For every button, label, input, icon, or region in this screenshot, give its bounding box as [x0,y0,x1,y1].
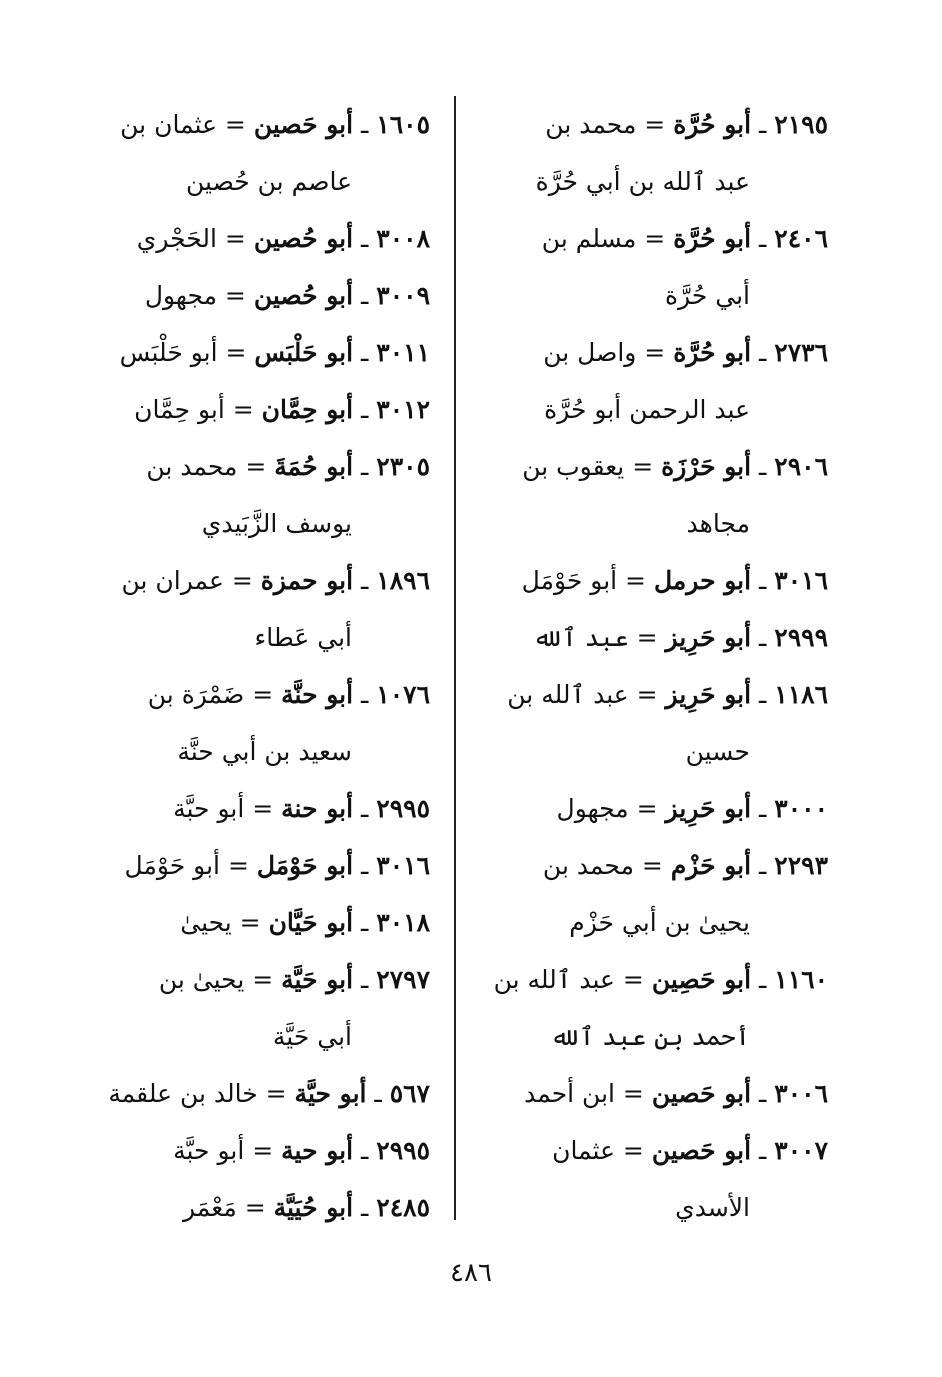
entry-name: خالد بن علقمة [108,1079,258,1108]
entry-number: ٢٤٨٥ [376,1193,430,1222]
entry-first-line [78,894,430,951]
entry-kunya: أبو حُيَيَّة [273,1193,354,1222]
entry-first-line [78,666,430,723]
entry-equals: = [257,1079,295,1108]
entry-name: عثمان بن [120,110,217,139]
entry-dash: ـ [353,908,377,937]
entry-number: ٣٠١٦ [376,851,430,880]
entry-dash: ـ [751,623,775,652]
entry-equals: = [628,680,666,709]
entry-kunya: أبو حَوْمَل [256,851,354,880]
left-column [78,96,430,1236]
entry-name: عبد ٱلله بن [507,680,629,709]
entry-first-line [78,267,430,324]
entry-number: ١٨٩٦ [376,566,430,595]
entry-first-line [78,552,430,609]
index-entry [476,324,828,438]
entry-kunya: أبو حَرِيز [665,680,752,709]
entry-equals: = [244,1136,282,1165]
entry-dash: ـ [751,851,775,880]
entry-equals: = [237,452,275,481]
entry-number: ٢٤٠٦ [774,224,828,253]
index-entry [476,1122,828,1236]
entry-dash: ـ [751,110,775,139]
entry-kunya: أبو حِمَّان [261,395,354,424]
entry-first-line [78,210,430,267]
entry-number: ١١٦٠ [774,965,828,994]
entry-first-line [476,1065,828,1122]
entry-first-line [78,951,430,1008]
index-entry [78,837,430,894]
entry-kunya: أبو حَصِين [651,965,752,994]
entry-dash: ـ [751,1079,775,1108]
entry-first-line [476,324,828,381]
index-entry [78,381,430,438]
entry-first-line [78,780,430,837]
entry-number: ٢٧٣٦ [774,338,828,367]
index-entry [78,267,430,324]
entry-first-line [78,837,430,894]
entry-number: ٣٠٠٠ [774,794,828,823]
entry-dash: ـ [353,224,377,253]
entry-kunya: أبو حَيَّة [281,965,354,994]
entry-first-line [476,1122,828,1179]
entry-kunya: أبو حَصين [651,1136,752,1165]
entry-first-line [476,210,828,267]
entry-equals: = [244,794,282,823]
entry-number: ٢٧٩٧ [376,965,430,994]
index-entry [78,324,430,381]
entry-name: ضَمْرَة بن [147,680,245,709]
entry-name: يحيىٰ [180,908,232,937]
entry-number: ١٠٧٦ [376,680,430,709]
index-entry [476,837,828,951]
entry-dash: ـ [751,680,775,709]
entry-dash: ـ [353,1136,377,1165]
entry-first-line [476,96,828,153]
entry-name: أبو حبَّة [173,1136,245,1165]
entry-kunya: أبو حَصين [651,1079,752,1108]
column-divider [454,96,456,1220]
entry-dash: ـ [366,1079,390,1108]
index-entry [78,438,430,552]
entry-dash: ـ [751,224,775,253]
entry-dash: ـ [353,1193,377,1222]
entry-equals: = [617,566,654,595]
entry-kunya: أبو حَرِيز [665,623,752,652]
entry-name: عثمان [552,1136,615,1165]
entry-equals: = [216,110,254,139]
entry-dash: ـ [353,110,377,139]
entry-equals: = [628,623,666,652]
entry-kunya: أبو حَرِيز [665,794,752,823]
entry-first-line [78,324,430,381]
entry-kunya: أبو حيَّة [294,1079,367,1108]
entry-number: ٢٣٠٥ [376,452,430,481]
index-entry [476,666,828,780]
entry-kunya: أبو حُرَّة [673,338,752,367]
entry-first-line [476,837,828,894]
entry-kunya: أبو حُرَّة [673,110,752,139]
entry-kunya: أبو حُصين [253,281,354,310]
entry-number: ٢٩٠٦ [774,452,828,481]
entry-kunya: أبو حمزة [260,566,354,595]
entry-equals: = [224,395,262,424]
index-entry [78,1179,430,1236]
entry-kunya: أبو حية [281,1136,354,1165]
entry-number: ٢١٩٥ [774,110,828,139]
entry-equals: = [223,566,261,595]
entry-equals: = [636,338,674,367]
entry-continuation: أبي حُرَّة [664,281,750,310]
entry-number: ٢٩٩٩ [774,623,828,652]
entry-name: يعقوب بن [522,452,625,481]
entry-equals: = [636,110,674,139]
entry-equals: = [217,338,255,367]
index-entry [476,780,828,837]
entry-first-line [78,1122,430,1179]
index-entry [78,780,430,837]
entry-number: ١١٨٦ [774,680,828,709]
entry-name: محمد بن [545,110,637,139]
entry-name: أبو حَوْمَل [521,566,618,595]
index-entry [476,96,828,210]
entry-name: أبو حَوْمَل [124,851,220,880]
entry-kunya: أبو حَصين [253,110,354,139]
entry-continuation: حسين [685,737,750,766]
entry-number: ٣٠١١ [376,338,430,367]
entry-kunya: أبو حَزْم [670,851,752,880]
entry-kunya: أبو حنَّة [281,680,354,709]
entry-equals: = [614,1079,652,1108]
entry-name: مَعْمَر [183,1193,237,1222]
entry-number: ٣٠١٢ [376,395,430,424]
entry-name: عمران بن [121,566,224,595]
entry-name: أبو حَلْبَس [119,338,218,367]
entry-dash: ـ [353,851,377,880]
entry-continuation: سعيد بن أبي حنَّة [177,737,352,766]
entry-number: ١٦٠٥ [376,110,430,139]
entry-dash: ـ [751,452,775,481]
entry-continuation: أبي عَطاء [254,623,352,652]
entry-kunya: أبو حُمَةَ [274,452,354,481]
entry-dash: ـ [751,338,775,367]
entry-number: ٣٠٠٦ [774,1079,828,1108]
entry-first-line [476,666,828,723]
entry-dash: ـ [353,680,377,709]
entry-dash: ـ [353,566,377,595]
entry-continuation: عبد الرحمن أبو حُرَّة [544,395,750,424]
entry-dash: ـ [353,965,377,994]
entry-name: ابن أحمد [524,1079,615,1108]
index-entry [476,552,828,609]
entry-first-line [78,438,430,495]
entry-kunya: أبو حَلْبَس [254,338,354,367]
entry-continuation: أبي حَيَّة [272,1022,352,1051]
entry-first-line [476,780,828,837]
entry-dash: ـ [353,452,377,481]
entry-name: الحَجْري [136,224,217,253]
entry-dash: ـ [751,794,775,823]
entry-name: محمد بن [542,851,634,880]
entry-first-line [476,438,828,495]
entry-number: ٣٠٠٩ [376,281,430,310]
index-entry [78,1065,430,1122]
entry-continuation: عاصم بن حُصين [186,167,352,196]
entry-equals: = [624,452,662,481]
entry-continuation: الأسدي [675,1193,750,1222]
entry-name: عبد ٱلله بن [493,965,615,994]
entry-first-line [78,381,430,438]
index-entry [476,1065,828,1122]
entry-continuation: يحيىٰ بن أبي حَزْم [569,908,750,937]
entry-equals: = [614,1136,652,1165]
index-entry [78,1122,430,1179]
index-entry [476,438,828,552]
entry-equals: = [244,965,282,994]
entry-number: ٣٠١٨ [376,908,430,937]
right-column [476,96,828,1236]
entry-number: ٥٦٧ [389,1079,430,1108]
entry-name: أبو حبَّة [173,794,245,823]
entry-number: ٢٢٩٣ [774,851,828,880]
entry-name: يحيىٰ بن [158,965,245,994]
entry-equals: = [614,965,652,994]
entry-equals: = [231,908,269,937]
entry-first-line [476,552,828,609]
entry-number: ٣٠٠٨ [376,224,430,253]
index-entry [78,666,430,780]
entry-kunya: أبو حنة [281,794,354,823]
entry-number: ٣٠٠٧ [774,1136,828,1165]
entry-dash: ـ [353,794,377,823]
entry-name: عبد ٱلله [532,623,629,652]
entry-continuation: أحمد بن عبد ٱلله [550,1022,750,1051]
entry-kunya: أبو حَيَّان [268,908,354,937]
entry-name: محمد بن [146,452,238,481]
entry-number: ٢٩٩٥ [376,1136,430,1165]
entry-dash: ـ [353,395,377,424]
index-entry [78,96,430,210]
entry-name: مجهول [144,281,217,310]
entry-number: ٣٠١٦ [774,566,828,595]
entry-equals: = [216,224,254,253]
entry-first-line [78,1065,430,1122]
entry-equals: = [244,680,282,709]
index-entry [476,609,828,666]
index-entry [476,951,828,1065]
entry-dash: ـ [751,566,775,595]
index-entry [78,552,430,666]
entry-kunya: أبو حُصين [253,224,354,253]
entry-name: أبو حِمَّان [134,395,225,424]
entry-name: واصل بن [543,338,637,367]
entry-equals: = [220,851,257,880]
entry-equals: = [636,224,674,253]
entry-kunya: أبو حَرْزَة [661,452,752,481]
entry-continuation: يوسف الزَّبَيدي [201,509,352,538]
entry-dash: ـ [751,1136,775,1165]
entry-number: ٢٩٩٥ [376,794,430,823]
index-entry [78,894,430,951]
entry-kunya: أبو حرمل [653,566,752,595]
entry-continuation: مجاهد [686,509,750,538]
index-entry [78,951,430,1065]
entry-kunya: أبو حُرَّة [673,224,752,253]
entry-equals: = [216,281,254,310]
entry-first-line [78,96,430,153]
entry-dash: ـ [353,281,377,310]
index-entry [476,210,828,324]
entry-equals: = [633,851,671,880]
entry-equals: = [236,1193,274,1222]
entry-name: مجهول [556,794,629,823]
entry-equals: = [628,794,666,823]
page-number: ٤٨٦ [450,1258,492,1288]
entry-continuation: عبد ٱلله بن أبي حُرَّة [535,167,750,196]
entry-name: مسلم بن [541,224,637,253]
entry-first-line [476,609,828,666]
entry-dash: ـ [353,338,377,367]
entry-first-line [78,1179,430,1236]
index-entry [78,210,430,267]
entry-first-line [476,951,828,1008]
entry-dash: ـ [751,965,775,994]
